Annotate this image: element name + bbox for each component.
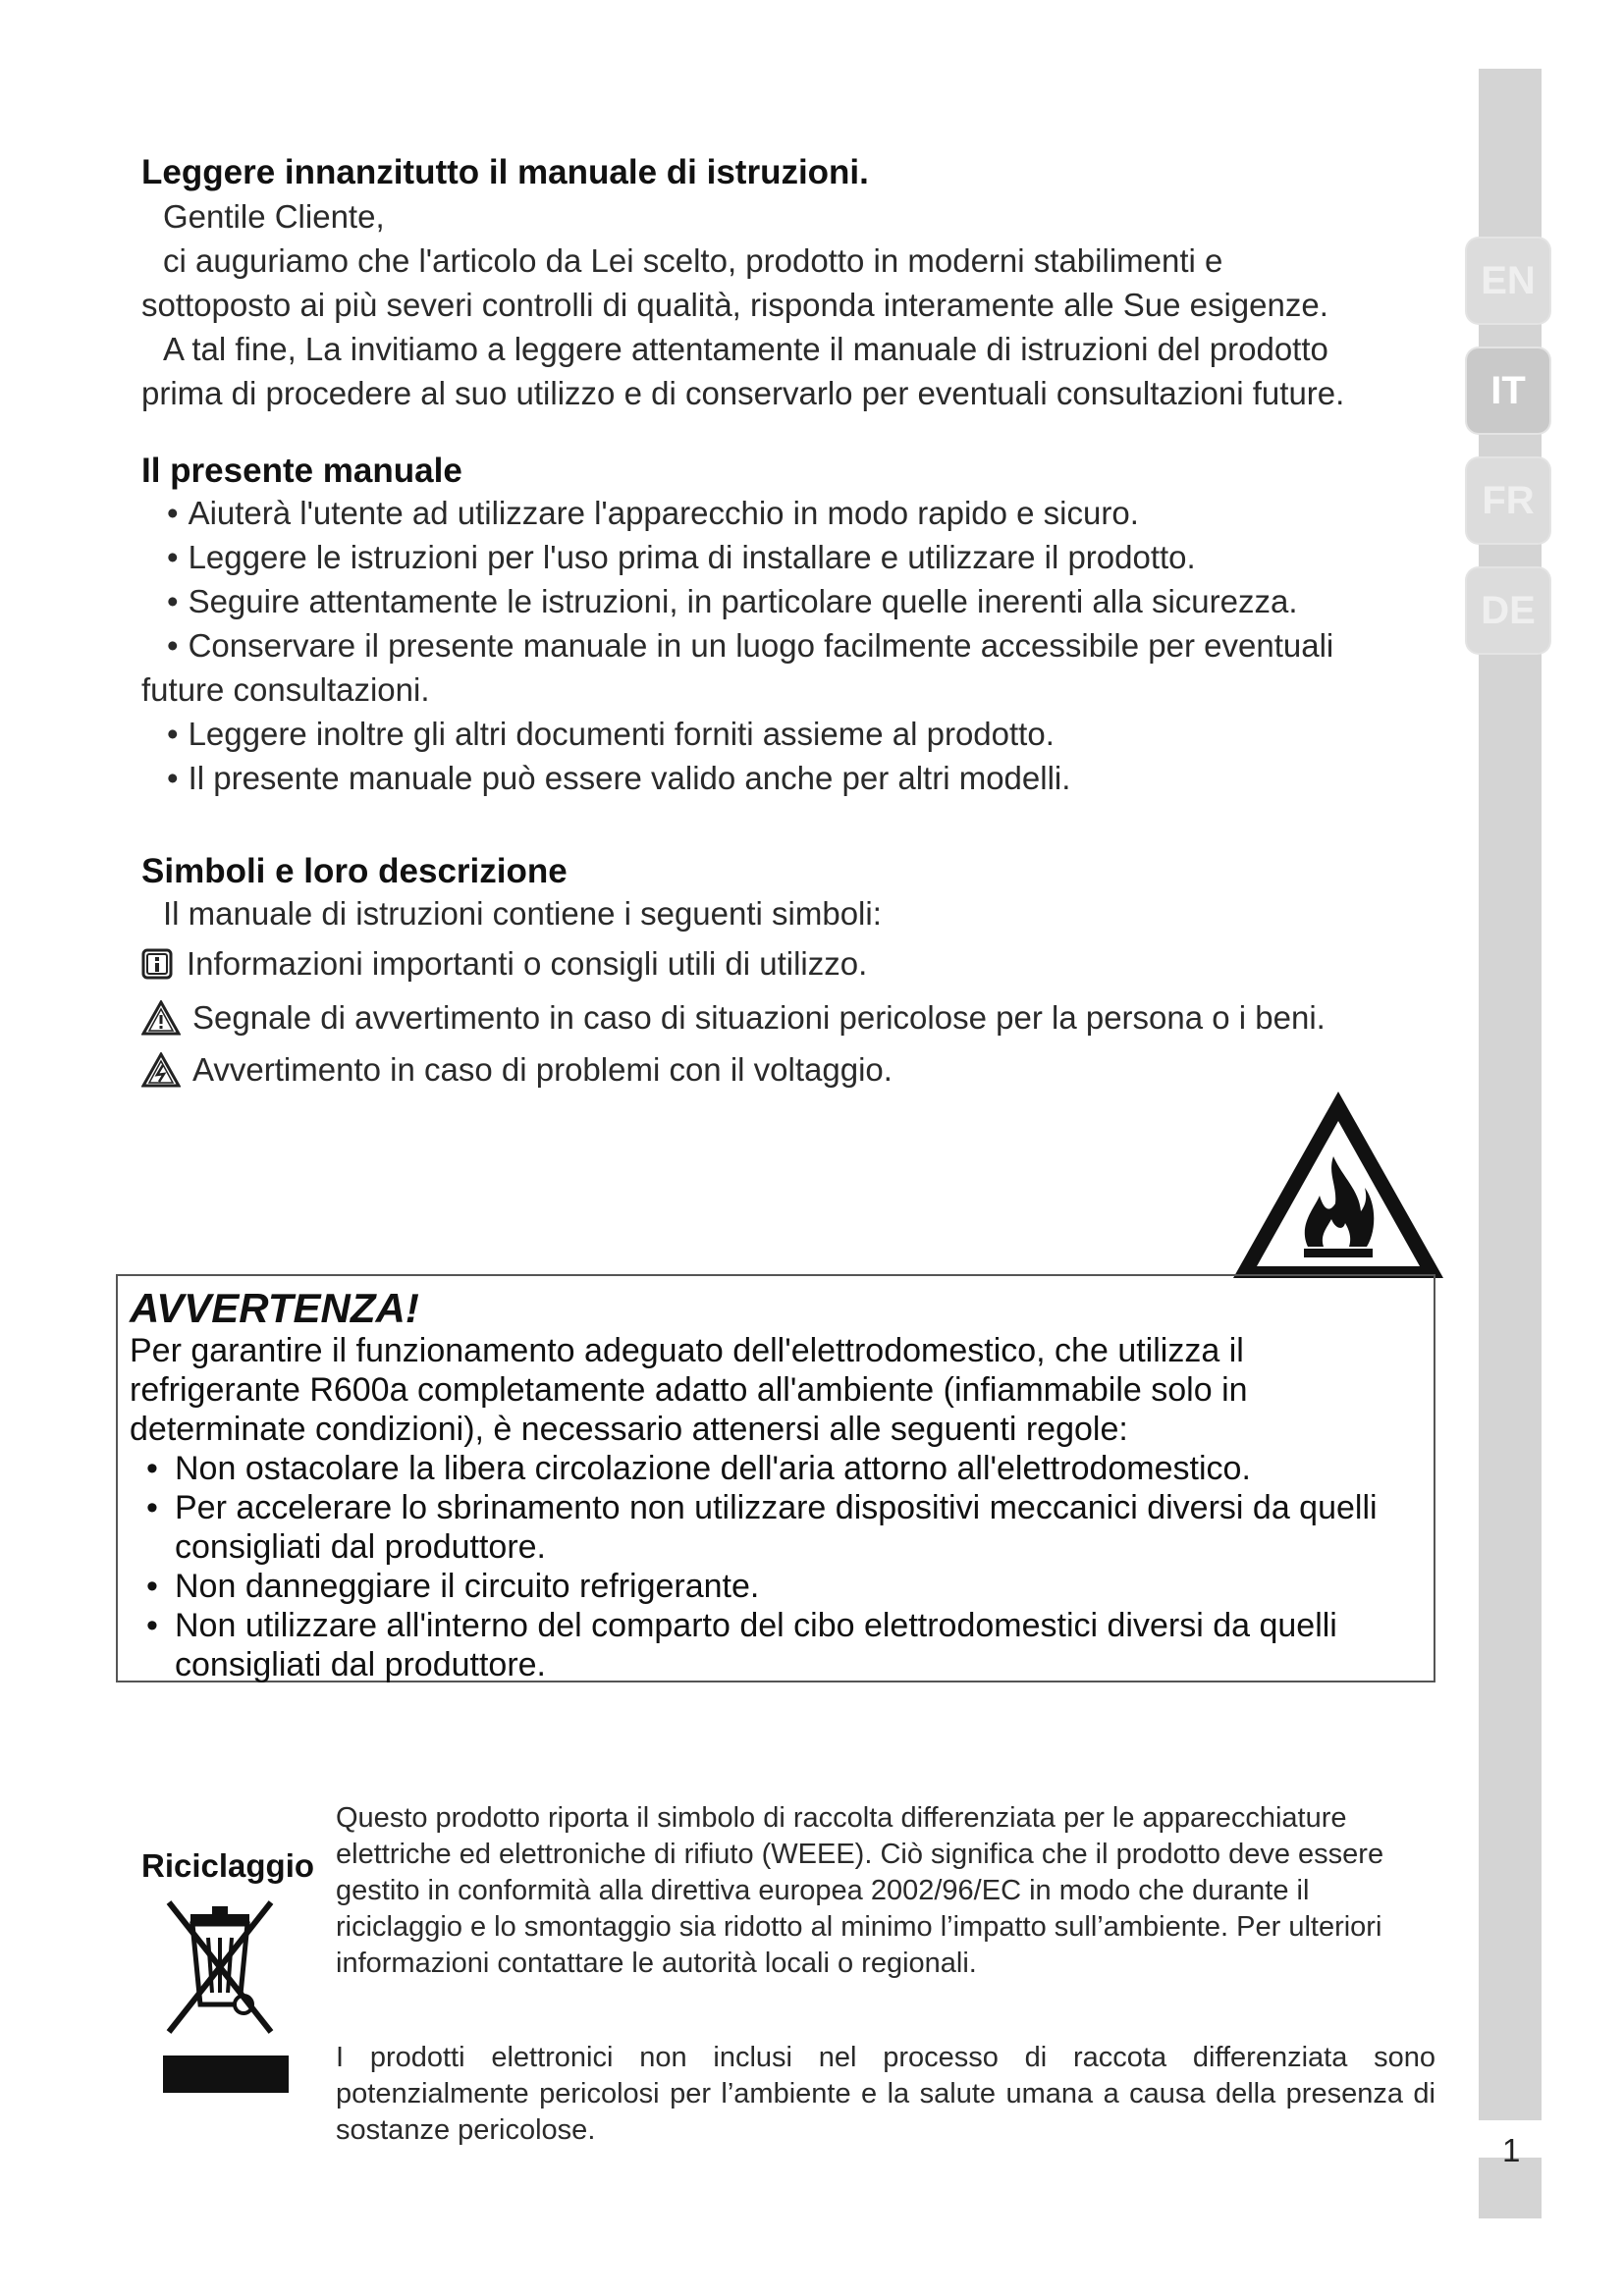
weee-bin-icon <box>161 1895 279 2038</box>
intro-heading: Leggere innanzitutto il manuale di istruzioni. <box>141 153 869 191</box>
symbol-row-info <box>141 941 1457 986</box>
tab-de[interactable]: DE <box>1467 568 1549 653</box>
tab-fr[interactable]: FR <box>1467 458 1549 543</box>
intro-line-3: A tal fine, La invitiamo a leggere attentamente il manuale di istruzioni del prodotto <box>163 331 1328 367</box>
tab-en[interactable]: EN <box>1467 239 1549 323</box>
warning-intro-line: refrigerante R600a completamente adatto all'ambiente (infiammabile solo in <box>130 1371 1248 1409</box>
symbol-warning-text: Segnale di avvertimento in caso di situazioni pericolose per la persona o i beni. <box>192 999 1326 1036</box>
greeting: Gentile Cliente, <box>163 198 385 235</box>
manual-section <box>141 452 1457 800</box>
manual-bullet-continuation: future consultazioni. <box>141 671 430 708</box>
warning-box <box>116 1274 1435 1682</box>
warning-bullet: • Non ostacolare la libera circolazione dell'aria attorno all'elettrodomestico. <box>130 1449 1422 1488</box>
intro-line-1: ci auguriamo che l'articolo da Lei scelto, prodotto in moderni stabilimenti e <box>163 242 1223 279</box>
info-icon <box>141 948 173 980</box>
manual-bullet: • Leggere inoltre gli altri documenti forniti assieme al prodotto. <box>141 712 1457 756</box>
symbol-voltage-text: Avvertimento in caso di problemi con il voltaggio. <box>192 1051 893 1088</box>
warning-triangle-icon <box>141 1000 181 1036</box>
tab-it[interactable]: IT <box>1467 348 1549 433</box>
voltage-warning-icon <box>141 1052 181 1088</box>
flammable-warning-icon <box>1229 1088 1447 1280</box>
manual-bullet: • Aiuterà l'utente ad utilizzare l'apparecchio in modo rapido e sicuro. <box>141 491 1457 535</box>
intro-section <box>141 153 1457 415</box>
manual-bullet: • Il presente manuale può essere valido anche per altri modelli. <box>141 756 1457 800</box>
warning-title: AVVERTENZA! <box>130 1285 419 1331</box>
manual-bullet: • Leggere le istruzioni per l'uso prima di installare e utilizzare il prodotto. <box>141 535 1457 579</box>
recycling-paragraph-2: I prodotti elettronici non inclusi nel processo di raccota differenziata sono potenzialmente pericolosi per l’ambiente e la salute umana a causa della presenza di sostanze pericolose. <box>336 2042 1435 2146</box>
weee-bar <box>163 2056 289 2093</box>
warning-bullet: • Non danneggiare il circuito refrigerante. <box>130 1567 1422 1606</box>
symbols-heading: Simboli e loro descrizione <box>141 852 568 890</box>
recycling-label: Riciclaggio <box>141 1847 315 1884</box>
manual-heading: Il presente manuale <box>141 452 462 490</box>
warning-bullet: • Per accelerare lo sbrinamento non utilizzare dispositivi meccanici diversi da quelli consigliati dal produttore. <box>130 1488 1422 1567</box>
recycling-paragraph-1: Questo prodotto riporta il simbolo di raccolta differenziata per le apparecchiature elettriche ed elettroniche di rifiuto (WEEE). Ciò significa che il prodotto deve essere gestito in conformità alla direttiva europea 2002/96/EC in modo che durante il riciclaggio e lo smontaggio sia ridotto al minimo l’impatto sull’ambiente. Per ulteriori informazioni contattare le autorità locali o regionali. <box>336 1802 1384 1979</box>
symbol-info-text: Informazioni importanti o consigli utili di utilizzo. <box>187 945 868 982</box>
intro-line-2: sottoposto ai più severi controlli di qualità, risponda interamente alle Sue esigenze. <box>141 287 1328 323</box>
intro-line-4: prima di procedere al suo utilizzo e di conservarlo per eventuali consultazioni future. <box>141 375 1345 411</box>
symbol-row-warning <box>141 995 1457 1040</box>
symbols-intro: Il manuale di istruzioni contiene i seguenti simboli: <box>163 895 882 932</box>
manual-bullet: • Seguire attentamente le istruzioni, in particolare quelle inerenti alla sicurezza. <box>141 579 1457 623</box>
warning-intro-line: Per garantire il funzionamento adeguato dell'elettrodomestico, che utilizza il <box>130 1332 1244 1369</box>
symbol-row-voltage <box>141 1047 1457 1092</box>
warning-intro-line: determinate condizioni), è necessario attenersi alle seguenti regole: <box>130 1411 1128 1448</box>
page-number: 1 <box>1502 2132 1521 2168</box>
warning-bullet: • Non utilizzare all'interno del comparto del cibo elettrodomestici diversi da quelli consigliati dal produttore. <box>130 1606 1422 1684</box>
symbols-section <box>141 852 1457 1092</box>
manual-bullet: • Conservare il presente manuale in un luogo facilmente accessibile per eventuali <box>141 623 1457 667</box>
